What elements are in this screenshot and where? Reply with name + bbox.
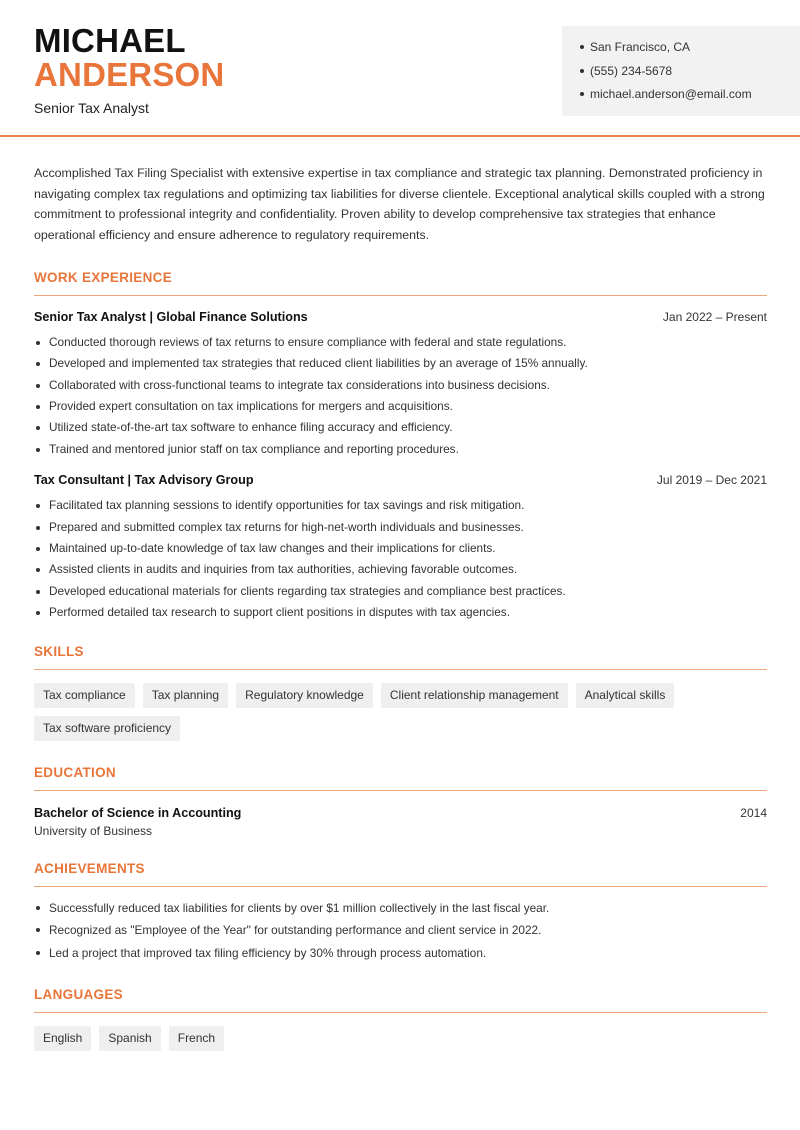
list-item-text: Utilized state-of-the-art tax software to enhance filing accuracy and efficiency.	[49, 420, 453, 435]
list-item	[34, 439, 767, 460]
job-bullets	[34, 332, 767, 460]
job-role: Tax Consultant | Tax Advisory Group	[34, 473, 254, 488]
list-item	[34, 538, 767, 559]
list-item-text: Trained and mentored junior staff on tax compliance and reporting procedures.	[49, 441, 459, 456]
section-title-achievements: ACHIEVEMENTS	[34, 861, 767, 887]
skill-tag: Tax compliance	[34, 683, 135, 708]
list-item	[34, 942, 767, 965]
section-title-languages: LANGUAGES	[34, 987, 767, 1013]
job-entry	[34, 310, 767, 460]
bullet-icon	[36, 547, 40, 551]
education-section	[34, 765, 767, 838]
language-tag: Spanish	[99, 1026, 160, 1051]
list-item-text: Recognized as "Employee of the Year" for outstanding performance and client service in 2022.	[49, 923, 542, 938]
bullet-icon	[36, 504, 40, 508]
bullet-icon	[36, 568, 40, 572]
bullet-icon	[36, 526, 40, 530]
list-item-text: Collaborated with cross-functional teams to integrate tax considerations into business decisions.	[49, 377, 550, 392]
bullet-icon	[36, 611, 40, 615]
job-bullets	[34, 495, 767, 623]
education-school: University of Business	[34, 823, 153, 838]
list-item	[34, 897, 767, 920]
contact-phone	[580, 64, 800, 88]
skill-tag: Client relationship management	[381, 683, 568, 708]
list-item	[34, 559, 767, 580]
job-date: Jul 2019 – Dec 2021	[656, 473, 767, 488]
resume-header	[0, 0, 800, 137]
job-title: Senior Tax Analyst	[34, 100, 149, 116]
list-item-text: Successfully reduced tax liabilities for clients by over $1 million collectively in the last fiscal year.	[49, 900, 550, 915]
skill-tag: Analytical skills	[576, 683, 675, 708]
bullet-icon	[36, 341, 40, 345]
list-item-text: Led a project that improved tax filing efficiency by 30% through process automation.	[49, 945, 487, 960]
skill-tag: Tax planning	[143, 683, 228, 708]
last-name: ANDERSON	[34, 56, 225, 93]
education-year: 2014	[740, 805, 767, 820]
skills-tags	[34, 683, 767, 741]
list-item	[34, 417, 767, 438]
bullet-icon	[580, 92, 584, 96]
bullet-icon	[36, 384, 40, 388]
list-item-text: Developed and implemented tax strategies that reduced client liabilities by an average of 15% annually.	[49, 356, 588, 371]
bullet-icon	[580, 69, 584, 73]
list-item-text: Provided expert consultation on tax implications for mergers and acquisitions.	[49, 399, 453, 414]
list-item-text: Conducted thorough reviews of tax returns to ensure compliance with federal and state regulations.	[49, 334, 567, 349]
list-item	[34, 495, 767, 516]
contact-location-text: San Francisco, CA	[590, 40, 691, 54]
bullet-icon	[36, 906, 40, 910]
list-item-text: Assisted clients in audits and inquiries from tax authorities, achieving favorable outcomes.	[49, 562, 518, 577]
bullet-icon	[36, 590, 40, 594]
language-tags	[34, 1026, 767, 1051]
list-item	[34, 517, 767, 538]
list-item-text: Facilitated tax planning sessions to identify opportunities for tax savings and risk mitigation.	[49, 498, 525, 513]
education-degree: Bachelor of Science in Accounting	[34, 805, 242, 820]
contact-box	[562, 26, 800, 116]
language-tag: English	[34, 1026, 91, 1051]
first-name: MICHAEL	[34, 22, 186, 59]
languages-section	[34, 987, 767, 1051]
list-item	[34, 375, 767, 396]
bullet-icon	[36, 362, 40, 366]
list-item	[34, 332, 767, 353]
language-tag: French	[169, 1026, 224, 1051]
list-item	[34, 396, 767, 417]
achievements-section	[34, 861, 767, 965]
section-title-work: WORK EXPERIENCE	[34, 270, 767, 296]
bullet-icon	[36, 448, 40, 452]
list-item	[34, 602, 767, 623]
bullet-icon	[36, 405, 40, 409]
bullet-icon	[36, 426, 40, 430]
contact-phone-text: (555) 234-5678	[590, 63, 673, 78]
list-item-text: Maintained up-to-date knowledge of tax law changes and their implications for clients.	[49, 541, 496, 556]
skill-tag: Tax software proficiency	[34, 716, 180, 741]
contact-email	[580, 87, 800, 111]
list-item	[34, 353, 767, 374]
bullet-icon	[36, 951, 40, 955]
list-item	[34, 919, 767, 942]
bullet-icon	[36, 928, 40, 932]
summary: Accomplished Tax Filing Specialist with extensive expertise in tax compliance and strategic tax planning. Demonstrated proficiency in navigating complex tax regulations and optimizing tax liabilities for diverse clientele. Exceptional analytical skills coupled with a strong commitment to professional integrity and confidentiality. Proven ability to develop comprehensive tax strategies that enhance operational efficiency and ensure adherence to regulatory requirements.	[34, 166, 765, 243]
list-item-text: Developed educational materials for clients regarding tax strategies and compliance best practices.	[49, 583, 566, 598]
list-item	[34, 581, 767, 602]
skill-tag: Regulatory knowledge	[236, 683, 373, 708]
contact-location	[580, 40, 800, 64]
job-entry	[34, 473, 767, 623]
section-title-skills: SKILLS	[34, 644, 767, 670]
list-item-text: Performed detailed tax research to support client positions in disputes with tax agencies.	[49, 605, 510, 620]
contact-email-text: michael.anderson@email.com	[590, 87, 752, 101]
job-role: Senior Tax Analyst | Global Finance Solutions	[34, 309, 308, 324]
list-item-text: Prepared and submitted complex tax returns for high-net-worth individuals and businesses.	[49, 519, 524, 534]
section-title-education: EDUCATION	[34, 765, 767, 791]
achievements-list	[34, 897, 767, 965]
bullet-icon	[580, 45, 584, 49]
work-experience-section	[34, 270, 767, 624]
resume-body	[34, 163, 767, 1051]
skills-section	[34, 644, 767, 741]
job-date: Jan 2022 – Present	[662, 309, 767, 324]
